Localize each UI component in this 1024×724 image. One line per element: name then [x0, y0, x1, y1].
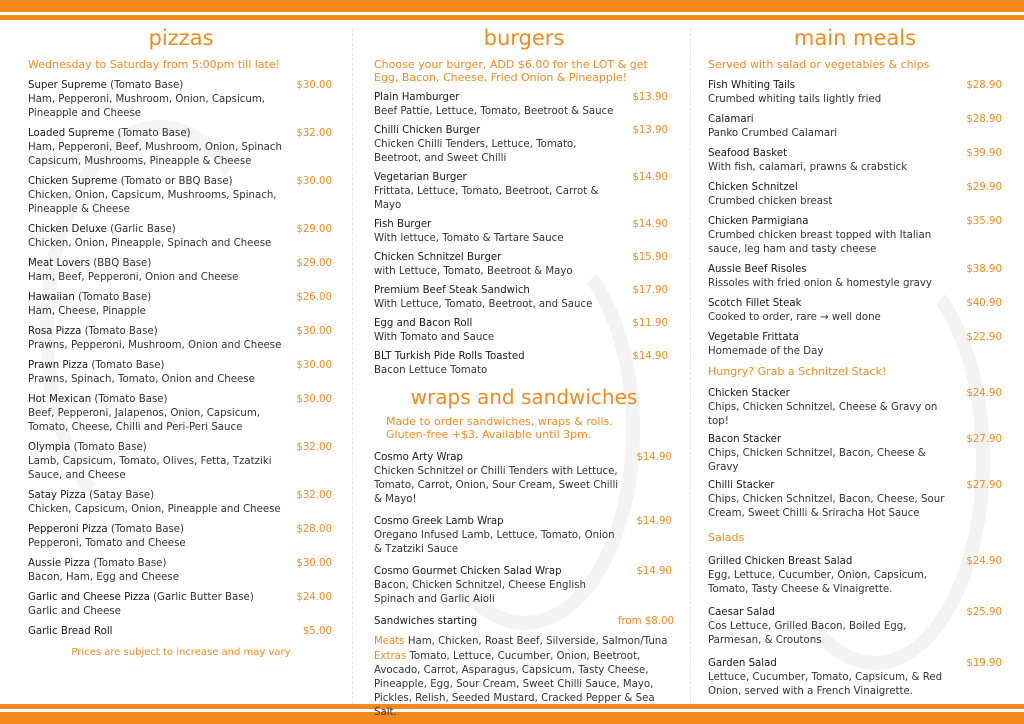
column-divider: [690, 28, 691, 704]
menu-item-name: [374, 565, 674, 579]
menu-item-title: Chicken Schnitzel: [708, 182, 798, 193]
menu-item: [28, 489, 334, 517]
menu-item-price: $32.00: [296, 442, 332, 453]
menu-item-name: [28, 257, 334, 271]
menu-item-description: Beef, Pepperoni, Jalapenos, Onion, Capsicum, Tomato, Cheese, Chilli and Peri-Peri Sauce: [28, 408, 260, 433]
menu-item-title: Fish Burger: [374, 219, 432, 230]
menu-item-name: [708, 433, 1002, 447]
menu-item-description: With fish, calamari, prawns & crabstick: [708, 162, 908, 173]
menu-item-name: [374, 124, 674, 138]
salads-list: [708, 555, 1002, 699]
menu-item-base: (Tomato Base): [74, 292, 152, 303]
menu-item-title: Meat Lovers: [28, 258, 91, 269]
menu-item-name: [28, 489, 334, 503]
menu-item-title: Loaded Supreme: [28, 128, 115, 139]
menu-item-title: Super Supreme: [28, 80, 107, 91]
menu-item-price: $14.90: [632, 351, 668, 362]
menu-item: [374, 350, 674, 378]
meats-label: Meats: [374, 636, 405, 647]
menu-item-name: [708, 215, 1002, 229]
main-meals-list: [708, 79, 1002, 359]
menu-item-description: Ham, Cheese, Pinapple: [28, 306, 146, 317]
menu-item-title: Vegetarian Burger: [374, 172, 467, 183]
menu-item-title: Aussie Beef Risoles: [708, 264, 807, 275]
menu-item-description: With lettuce, Tomato & Tartare Sauce: [374, 233, 564, 244]
menu-item: [374, 284, 674, 312]
menu-item-price: $24.00: [296, 592, 332, 603]
menu-item-title: Chicken Deluxe: [28, 224, 107, 235]
menu-item-description: Bacon, Chicken Schnitzel, Cheese English Spinach and Garlic Aioli: [374, 580, 586, 605]
menu-item-title: Olympia: [28, 442, 71, 453]
menu-item-name: [708, 79, 1002, 93]
menu-item-price: $14.90: [632, 172, 668, 183]
menu-item-price: $13.90: [632, 125, 668, 136]
menu-item-price: $25.90: [966, 607, 1002, 618]
menu-item-title: Satay Pizza: [28, 490, 86, 501]
menu-item-name: [28, 175, 334, 189]
menu-item-price: $5.00: [302, 626, 332, 637]
menu-item: [28, 591, 334, 619]
menu-item-description: Bacon Lettuce Tomato: [374, 365, 488, 376]
menu-item-price: $30.00: [296, 326, 332, 337]
menu-item: [708, 657, 1002, 699]
menu-item: [28, 625, 334, 639]
menu-item-name: [708, 555, 1002, 569]
menu-item-name: [374, 171, 674, 185]
pizzas-column: [28, 24, 334, 658]
menu-item-price: $40.90: [966, 298, 1002, 309]
menu-item-price: $30.00: [296, 394, 332, 405]
menu-item: [708, 555, 1002, 597]
menu-item-price: $11.90: [632, 318, 668, 329]
menu-item: [708, 113, 1002, 141]
menu-item-name: [28, 591, 334, 605]
menu-item: [708, 147, 1002, 175]
menu-item-base: (Tomato Base): [81, 326, 158, 337]
menu-item-price: $14.90: [636, 452, 672, 463]
menu-item-description: Chicken, Capsicum, Onion, Pineapple and Cheese: [28, 504, 281, 515]
menu-item-base: (BBQ Base): [90, 258, 152, 269]
menu-item-name: [28, 291, 334, 305]
menu-item-description: Chips, Chicken Schnitzel, Bacon, Cheese & Gravy: [708, 448, 926, 473]
menu-item: [374, 124, 674, 166]
menu-item-description: Chicken, Onion, Pineapple, Spinach and Cheese: [28, 238, 272, 249]
menu-item-name: [28, 325, 334, 339]
menu-item-name: [708, 387, 1002, 401]
menu-item-title: Aussie Pizza: [28, 558, 91, 569]
menu-item-price: $30.00: [296, 80, 332, 91]
menu-item-name: [374, 218, 674, 232]
menu-item-name: [708, 113, 1002, 127]
menu-item-description: Bacon, Ham, Egg and Cheese: [28, 572, 179, 583]
menu-item-price: $27.90: [966, 434, 1002, 445]
top-stripe: [0, 0, 1024, 12]
menu-item-base: (Tomato Base): [90, 558, 167, 569]
menu-item-price: $13.90: [632, 92, 668, 103]
pizza-list: [28, 79, 334, 639]
menu-item-title: Chicken Stacker: [708, 388, 790, 399]
menu-item-title: Vegetable Frittata: [708, 332, 799, 343]
menu-item-name: [374, 317, 674, 331]
extras-label: Extras: [374, 651, 407, 662]
menu-item-title: Grilled Chicken Breast Salad: [708, 556, 853, 567]
menu-item-price: $14.90: [636, 566, 672, 577]
top-stripe-thin: [0, 15, 1024, 20]
sandwiches-starting: [374, 615, 674, 629]
burgers-lot-offer: Choose your burger, ADD $6.00 for the LOT & get Egg, Bacon, Cheese, Fried Onion & Pineapple!: [374, 58, 648, 84]
menu-item-name: [374, 350, 674, 364]
menu-item-base: (Tomato Base): [114, 128, 191, 139]
menu-item-price: $30.00: [296, 360, 332, 371]
menu-item-description: Chips, Chicken Schnitzel, Cheese & Gravy on top!: [708, 402, 938, 427]
menu-item-description: Crumbed whiting tails lightly fried: [708, 94, 882, 105]
menu-item-price: $28.90: [966, 80, 1002, 91]
menu-item-price: $38.90: [966, 264, 1002, 275]
menu-item-price: $32.00: [296, 128, 332, 139]
menu-item: [28, 223, 334, 251]
menu-item: [28, 441, 334, 483]
menu-item-price: $28.90: [966, 114, 1002, 125]
menu-item: [374, 565, 674, 607]
menu-item-name: [708, 147, 1002, 161]
menu-item-name: [708, 297, 1002, 311]
wraps-info: Made to order sandwiches, wraps & rolls. Gluten-free +$3. Available until 3pm.: [386, 415, 613, 441]
menu-item-price: $28.00: [296, 524, 332, 535]
menu-item-base: (Satay Base): [85, 490, 155, 501]
menu-item-name: [28, 127, 334, 141]
menu-item-price: $14.90: [636, 516, 672, 527]
menu-item-title: Egg and Bacon Roll: [374, 318, 473, 329]
menu-item: [708, 263, 1002, 291]
menu-item-price: $14.90: [632, 219, 668, 230]
menu-item-title: Garden Salad: [708, 658, 777, 669]
main-meals-heading: main meals: [793, 26, 917, 50]
menu-item-title: Calamari: [708, 114, 754, 125]
menu-item-price: $24.90: [966, 556, 1002, 567]
menu-item: [28, 79, 334, 121]
menu-item: [374, 91, 674, 119]
menu-item-description: Prawns, Pepperoni, Mushroom, Onion and Cheese: [28, 340, 282, 351]
menu-item-description: Ham, Pepperoni, Beef, Mushroom, Onion, Spinach Capsicum, Mushrooms, Pineapple & Cheese: [28, 142, 282, 167]
menu-item-price: $35.90: [966, 216, 1002, 227]
menu-item-description: Cooked to order, rare → well done: [708, 312, 881, 323]
menu-item-base: (Tomato or BBQ Base): [117, 176, 233, 187]
menu-item-title: Scotch Fillet Steak: [708, 298, 802, 309]
menu-item-base: (Tomato Base): [70, 442, 147, 453]
menu-item-description: Homemade of the Day: [708, 346, 824, 357]
menu-item: [374, 317, 674, 345]
menu-item-title: Hawaiian: [28, 292, 75, 303]
menu-item-price: $27.90: [966, 480, 1002, 491]
menu-item-description: Prawns, Spinach, Tomato, Onion and Cheese: [28, 374, 255, 385]
menu-item-name: [28, 393, 334, 407]
menu-item: [374, 251, 674, 279]
menu-item-description: Lettuce, Cucumber, Tomato, Capsicum, & Red Onion, served with a French Vinaigrette.: [708, 672, 943, 697]
schnitzel-stack-heading: Hungry? Grab a Schnitzel Stack!: [708, 365, 887, 378]
menu-item: [708, 606, 1002, 648]
menu-item-title: Rosa Pizza: [28, 326, 82, 337]
menu-item-price: $32.00: [296, 490, 332, 501]
menu-item-name: [708, 181, 1002, 195]
menu-item-description: Panko Crumbed Calamari: [708, 128, 838, 139]
menu-item-base: (Tomato Base): [106, 80, 184, 91]
menu-item-name: [374, 91, 674, 105]
menu-item-title: Caesar Salad: [708, 607, 775, 618]
schnitzel-stack-list: [708, 387, 1002, 521]
burgers-column: [374, 24, 674, 720]
menu-item: [28, 393, 334, 435]
menu-item: [708, 79, 1002, 107]
menu-item: [708, 331, 1002, 359]
sandwich-meats: [374, 635, 674, 649]
menu-item-name: [374, 515, 674, 529]
menu-item: [708, 215, 1002, 257]
menu-item-price: $29.90: [966, 182, 1002, 193]
menu-item: [28, 175, 334, 217]
menu-item-description: Ham, Beef, Pepperoni, Onion and Cheese: [28, 272, 239, 283]
menu-item-name: [708, 263, 1002, 277]
menu-item: [28, 257, 334, 285]
menu-item-name: [28, 79, 334, 93]
menu-item-title: BLT Turkish Pide Rolls Toasted: [374, 351, 525, 362]
menu-item-name: [374, 284, 674, 298]
menu-item: [374, 218, 674, 246]
sandwiches-price: from $8.00: [617, 616, 674, 627]
menu-item-price: $15.90: [632, 252, 668, 263]
menu-item: [708, 181, 1002, 209]
menu-item-description: With Tomato and Sauce: [374, 332, 495, 343]
menu-item: [28, 557, 334, 585]
menu-item-title: Garlic and Cheese Pizza: [28, 592, 150, 603]
menu-item-title: Hot Mexican: [28, 394, 92, 405]
menu-item-description: Oregano Infused Lamb, Lettuce, Tomato, Onion & Tzatziki Sauce: [374, 530, 615, 555]
menu-item-description: Pepperoni, Tomato and Cheese: [28, 538, 186, 549]
sandwiches-label: Sandwiches starting: [374, 616, 478, 627]
price-note: Prices are subject to increase and may vary: [71, 647, 291, 658]
menu-item-name: [28, 557, 334, 571]
menu-item-description: Lamb, Capsicum, Tomato, Olives, Fetta, Tzatziki Sauce, and Cheese: [28, 456, 272, 481]
menu-item-title: Seafood Basket: [708, 148, 788, 159]
menu-item-description: Garlic and Cheese: [28, 606, 121, 617]
menu-item-title: Chicken Schnitzel Burger: [374, 252, 502, 263]
menu-item-name: [28, 223, 334, 237]
menu-item-title: Pepperoni Pizza: [28, 524, 108, 535]
menu-item-name: [708, 479, 1002, 493]
menu-item-price: $24.90: [966, 388, 1002, 399]
main-meals-column: [708, 24, 1002, 708]
menu-item-title: Chilli Chicken Burger: [374, 125, 481, 136]
extras-list: Tomato, Lettuce, Cucumber, Onion, Beetroot, Avocado, Carrot, Asparagus, Capsicum, Tasty Cheese, Pineapple, Egg, Sour Cream, Sweet Chilli Sauce, Mayo, Pickles, Relish, Seeded Mustard, Cracked Pepper & Sea Salt.: [374, 651, 655, 718]
menu-item-description: Egg, Lettuce, Cucumber, Onion, Capsicum, Tomato, Tasty Cheese & Vinaigrette.: [708, 570, 928, 595]
menu-item-name: [708, 657, 1002, 671]
menu-item-price: $26.00: [296, 292, 332, 303]
menu-item-title: Garlic Bread Roll: [28, 626, 113, 637]
menu-item-base: (Tomato Base): [91, 394, 168, 405]
menu-item-title: Cosmo Greek Lamb Wrap: [374, 516, 504, 527]
menu-item: [708, 387, 1002, 429]
menu-item-title: Premium Beef Steak Sandwich: [374, 285, 530, 296]
main-meals-served-with: Served with salad or vegetables & chips: [708, 58, 930, 71]
menu-item-title: Chicken Supreme: [28, 176, 118, 187]
menu-item-description: Chicken, Onion, Capsicum, Mushrooms, Spinach, Pineapple & Cheese: [28, 190, 277, 215]
menu-item-description: Crumbed chicken breast topped with Italian sauce, leg ham and tasty cheese: [708, 230, 932, 255]
menu-item-name: [708, 606, 1002, 620]
menu-item-name: [28, 625, 334, 639]
salads-heading: Salads: [708, 531, 745, 544]
menu-item-name: [28, 441, 334, 455]
pizzas-availability: Wednesday to Saturday from 5:00pm till late!: [28, 58, 281, 71]
menu-item-name: [28, 359, 334, 373]
menu-item: [28, 291, 334, 319]
menu-item-title: Chicken Parmigiana: [708, 216, 809, 227]
burgers-heading: burgers: [483, 26, 565, 50]
menu-item: [374, 515, 674, 557]
menu-item-price: $22.90: [966, 332, 1002, 343]
burger-list: [374, 91, 674, 378]
menu-item-name: [374, 451, 674, 465]
menu-item: [708, 433, 1002, 475]
wraps-heading: wraps and sandwiches: [410, 385, 638, 409]
menu-item-base: (Garlic Base): [106, 224, 176, 235]
menu-item-description: Crumbed chicken breast: [708, 196, 833, 207]
menu-item-description: Ham, Pepperoni, Mushroom, Onion, Capsicum, Pineapple and Cheese: [28, 94, 266, 119]
menu-item: [374, 171, 674, 213]
menu-item: [28, 523, 334, 551]
menu-item-name: [28, 523, 334, 537]
menu-item-base: (Tomato Base): [107, 524, 185, 535]
menu-item-price: $30.00: [296, 558, 332, 569]
menu-item-price: $17.90: [632, 285, 668, 296]
meats-list: Ham, Chicken, Roast Beef, Silverside, Salmon/Tuna: [404, 636, 668, 647]
menu-item-price: $19.90: [966, 658, 1002, 669]
menu-item: [28, 359, 334, 387]
menu-item-title: Prawn Pizza: [28, 360, 89, 371]
menu-item: [28, 325, 334, 353]
menu-item-name: [374, 251, 674, 265]
menu-item-description: Chicken Chilli Tenders, Lettuce, Tomato, Beetroot, and Sweet Chilli: [374, 139, 577, 164]
menu-item: [28, 127, 334, 169]
menu-item-title: Cosmo Arty Wrap: [374, 452, 463, 463]
menu-item-description: Rissoles with fried onion & homestyle gravy: [708, 278, 932, 289]
menu-item-title: Fish Whiting Tails: [708, 80, 796, 91]
column-divider: [352, 28, 353, 704]
menu-item-price: $30.00: [296, 176, 332, 187]
menu-item-price: $29.00: [296, 224, 332, 235]
menu-item-name: [708, 331, 1002, 345]
menu-item-title: Plain Hamburger: [374, 92, 460, 103]
menu-item-base: (Tomato Base): [88, 360, 165, 371]
menu-item-base: (Garlic Butter Base): [149, 592, 254, 603]
menu-item: [708, 297, 1002, 325]
menu-item: [708, 479, 1002, 521]
menu-item-title: Bacon Stacker: [708, 434, 782, 445]
menu-item-description: Chips, Chicken Schnitzel, Bacon, Cheese, Sour Cream, Sweet Chilli & Sriracha Hot Sauce: [708, 494, 945, 519]
menu-item-description: Beef Pattie, Lettuce, Tomato, Beetroot & Sauce: [374, 106, 614, 117]
menu-item-price: $29.00: [296, 258, 332, 269]
menu-item-price: $39.90: [966, 148, 1002, 159]
menu-item-title: Cosmo Gourmet Chicken Salad Wrap: [374, 566, 562, 577]
menu-item: [374, 451, 674, 507]
menu-item-title: Chilli Stacker: [708, 480, 775, 491]
sandwich-extras: [374, 650, 674, 720]
pizzas-heading: pizzas: [148, 26, 214, 50]
wrap-list: [374, 451, 674, 607]
menu-item-description: Frittata, Lettuce, Tomato, Beetroot, Carrot & Mayo: [374, 186, 599, 211]
menu-item-description: Cos Lettuce, Grilled Bacon, Boiled Egg, Parmesan, & Croutons: [708, 621, 907, 646]
menu-item-description: with Lettuce, Tomato, Beetroot & Mayo: [374, 266, 573, 277]
menu-item-description: Chicken Schnitzel or Chilli Tenders with Lettuce, Tomato, Carrot, Onion, Sour Cream, Sweet Chilli & Mayo!: [374, 466, 619, 505]
menu-item-description: With Lettuce, Tomato, Beetroot, and Sauce: [374, 299, 593, 310]
